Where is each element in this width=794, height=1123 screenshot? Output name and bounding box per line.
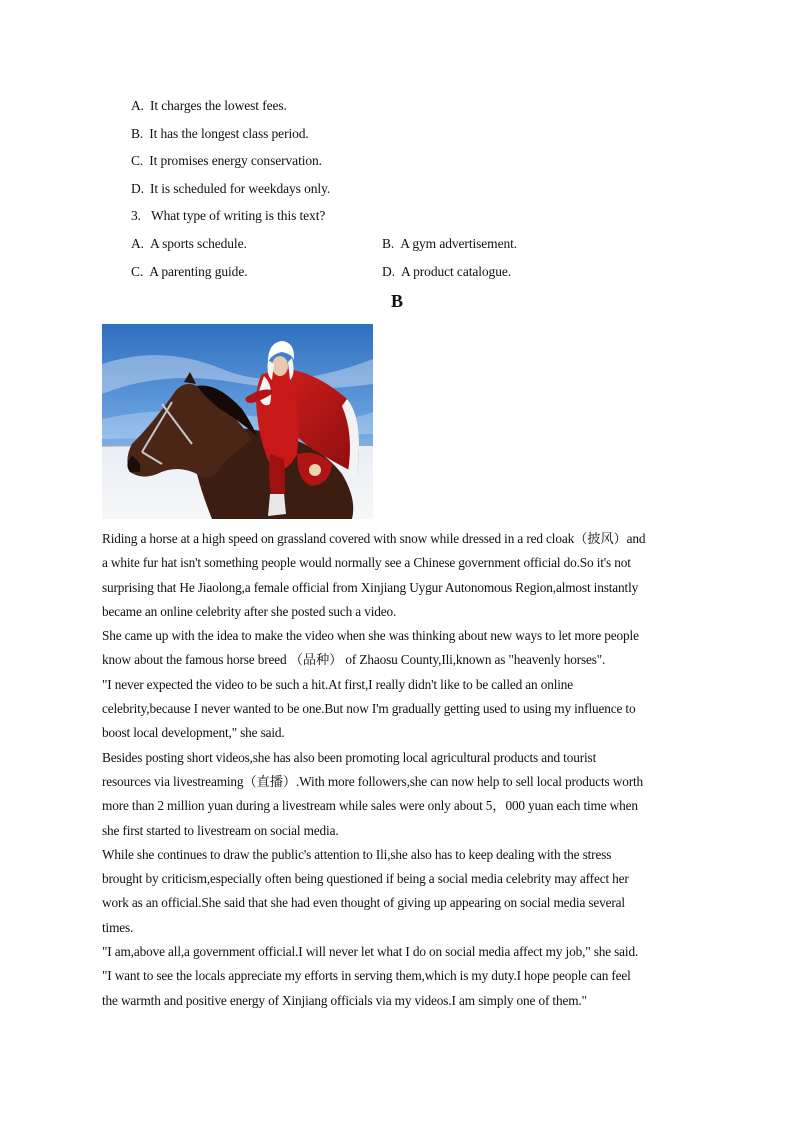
option-letter: D. (382, 264, 395, 279)
text-line: became an online celebrity after she posted such a video. (102, 603, 397, 619)
option-text: It charges the lowest fees. (149, 98, 287, 113)
option-text: A product catalogue. (400, 264, 512, 279)
text-line: a white fur hat isn't something people would normally see a Chinese government official do.So it's not (102, 555, 631, 571)
paragraph (102, 673, 694, 746)
option-letter: B. (131, 126, 144, 141)
option-text: It promises energy conservation. (149, 153, 322, 168)
option-letter: C. (131, 153, 144, 168)
text-line: Riding a horse at a high speed on grassland covered with snow while dressed in a red cloak（披风）and (102, 531, 646, 546)
option-text: It is scheduled for weekdays only. (149, 181, 331, 196)
option-text: It has the longest class period. (149, 126, 309, 141)
text-line: "I want to see the locals appreciate my efforts in serving them,which is my duty.I hope people can feel (102, 968, 631, 984)
text-line: "I am,above all,a government official.I will never let what I do on social media affect my job," she said. (102, 944, 639, 960)
text-line: celebrity,because I never wanted to be one.But now I'm gradually getting used to using my influence to (102, 701, 636, 717)
option-letter: A. (131, 236, 144, 251)
text-line: brought by criticism,especially often being questioned if being a social media celebrity may affect her (102, 871, 629, 887)
reading-passage (102, 527, 694, 1013)
option-letter: D. (131, 181, 144, 196)
text-line: the warmth and positive energy of Xinjiang officials via my videos.I am simply one of them." (102, 992, 587, 1008)
option-letter: A. (131, 98, 144, 113)
text-line: boost local development," she said. (102, 725, 285, 741)
text-line: work as an official.She said that she had even thought of giving up appearing on social media several (102, 895, 625, 911)
option-text: A gym advertisement. (400, 236, 518, 251)
paragraph (102, 940, 694, 1013)
paragraph (102, 527, 694, 624)
text-line: She came up with the idea to make the video when she was thinking about new ways to let more people (102, 628, 639, 644)
paragraph (102, 624, 694, 673)
text-line: more than 2 million yuan during a livestream while sales were only about 5，000 yuan each time when (102, 798, 638, 814)
option-text: A sports schedule. (149, 236, 247, 251)
option-letter: C. (131, 264, 144, 279)
text-line: Besides posting short videos,she has also been promoting local agricultural products and tourist (102, 749, 597, 765)
text-line: While she continues to draw the public's attention to Ili,she also has to keep dealing with the stress (102, 846, 612, 862)
option-text: A parenting guide. (149, 264, 248, 279)
q2-option-c[interactable] (131, 153, 322, 169)
passage-photo (102, 324, 373, 519)
section-title: B (390, 291, 403, 311)
q2-option-d[interactable] (131, 181, 330, 197)
question-text: What type of writing is this text? (150, 208, 326, 223)
text-line: she first started to livestream on social media. (102, 822, 339, 838)
q3-option-d[interactable] (382, 264, 511, 280)
q3-option-b[interactable] (382, 236, 517, 252)
paragraph (102, 843, 694, 940)
option-letter: B. (382, 236, 395, 251)
text-line: "I never expected the video to be such a hit.At first,I really didn't like to be called an online (102, 676, 574, 692)
q2-option-a[interactable] (131, 98, 287, 114)
paragraph (102, 746, 694, 843)
question-number: 3. (131, 208, 141, 223)
text-line: times. (102, 919, 134, 935)
q2-option-b[interactable] (131, 126, 309, 142)
text-line: surprising that He Jiaolong,a female official from Xinjiang Uygur Autonomous Region,almost instantly (102, 579, 639, 595)
q3-option-c[interactable] (131, 264, 248, 280)
q3-stem (131, 208, 325, 224)
text-line: know about the famous horse breed （品种） of Zhaosu County,Ili,known as "heavenly horses". (102, 652, 606, 668)
text-line: resources via livestreaming（直播）.With more followers,she can now help to sell local products worth (102, 773, 644, 789)
q3-option-a[interactable] (131, 236, 247, 252)
